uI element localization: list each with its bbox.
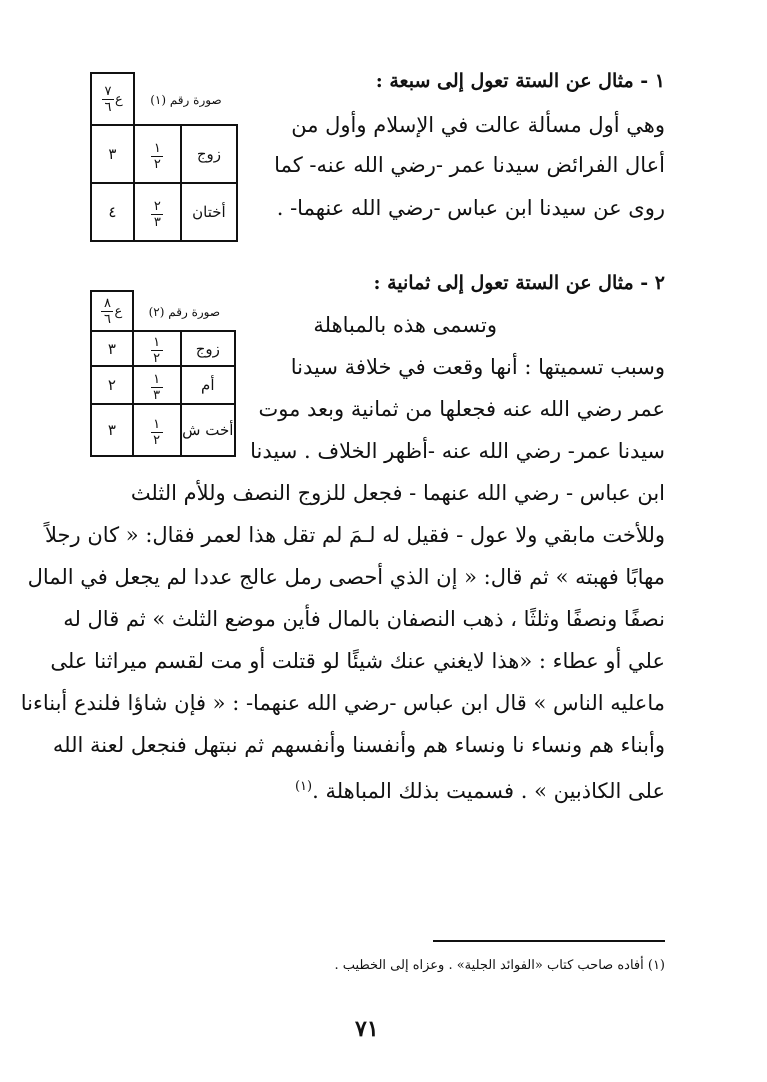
figure-2-frac-den: ٢: [153, 432, 161, 448]
figure-2-row: [91, 366, 235, 404]
figure-2-share: ٢: [91, 366, 133, 404]
figure-1-table: [90, 72, 238, 242]
section-1-line-3: روى عن سيدنا ابن عباس -رضي الله عنهما- .: [276, 196, 665, 220]
figure-2-ain: ع: [114, 303, 123, 319]
figure-2-label-cell: [133, 291, 235, 331]
figure-1-row: [91, 183, 237, 241]
figure-2-corner-num: ٨: [103, 295, 111, 311]
figure-2-table: [90, 290, 236, 457]
section-1-line-2: أعال الفرائض سيدنا عمر -رضي الله عنه- كما: [274, 153, 665, 177]
footnote-rule: [433, 940, 665, 942]
figure-2-fraction: [133, 404, 181, 456]
section-2-line-3: عمر رضي الله عنه فجعلها من ثمانية وبعد موت: [258, 397, 665, 421]
figure-2-corner-den: ٦: [103, 311, 111, 327]
figure-2-frac-den: ٢: [153, 351, 161, 366]
figure-2-heir: أخت ش: [181, 404, 235, 456]
body-line: ابن عباس - رضي الله عنهما - فجعل للزوج النصف وللأم الثلث: [130, 481, 665, 505]
figure-1-frac-num: ١: [153, 140, 161, 156]
footnote: (١) أفاده صاحب كتاب «الفوائد الجلية» . وعزاه إلى الخطيب .: [334, 958, 665, 973]
figure-1-label: صورة رقم (١): [150, 92, 222, 107]
section-1-heading: ١ - مثال عن الستة تعول إلى سبعة :: [375, 70, 665, 92]
body-line: نصفًا ونصفًا وثلثًا ، ذهب النصفان بالمال فأين موضع الثلث » ثم قال له: [63, 607, 665, 631]
figure-1-corner-num: ٧: [104, 83, 112, 99]
figure-1-share: ٤: [91, 183, 134, 241]
section-1-line-1: وهي أول مسألة عالت في الإسلام وأول من: [291, 113, 665, 137]
footnote-marker: (١): [294, 779, 313, 794]
figure-1-frac-den: ٢: [153, 156, 161, 172]
figure-1-share: ٣: [91, 125, 134, 183]
figure-2-heir: زوج: [181, 331, 235, 366]
figure-2-share: ٣: [91, 404, 133, 456]
body-last-line-text: على الكاذبين » . فسميت بذلك المباهلة .: [312, 779, 665, 803]
figure-1-label-cell: [134, 73, 237, 125]
figure-1-heir: أختان: [181, 183, 237, 241]
body-line: علي أو عطاء : «هذا لايغني عنك شيئًا لو قتلت أو مت لقسم ميراثنا على: [50, 649, 665, 673]
figure-2-label: صورة رقم (٢): [148, 304, 221, 319]
section-2-line-1: وتسمى هذه بالمباهلة: [313, 313, 497, 337]
figure-2-frac-num: ١: [153, 371, 161, 387]
body-line: ماعليه الناس » قال ابن عباس -رضي الله عنهما- : « فإن شاؤا فلندع أبناءنا: [20, 691, 665, 715]
figure-1-fraction: [134, 125, 181, 183]
figure-2-fraction: [133, 366, 181, 404]
figure-1-row: [91, 125, 237, 183]
section-2-line-2: وسبب تسميتها : أنها وقعت في خلافة سيدنا: [290, 355, 665, 379]
section-2-line-4: سيدنا عمر- رضي الله عنه -أظهر الخلاف . سيدنا: [250, 439, 665, 463]
figure-1-ain: ع: [115, 91, 123, 107]
body-last-line: [295, 772, 665, 806]
figure-2-corner: [91, 291, 133, 331]
figure-2-frac-den: ٣: [153, 387, 161, 403]
figure-1-corner-den: ٦: [104, 99, 112, 115]
figure-1-frac-num: ٢: [153, 198, 161, 214]
figure-2-heir: أم: [181, 366, 235, 404]
figure-2-row: [91, 404, 235, 456]
figure-2-row: [91, 331, 235, 366]
figure-2-frac-num: ١: [153, 416, 161, 432]
figure-1-fraction: [134, 183, 181, 241]
body-line: مهابًا فهبته » ثم قال: « إن الذي أحصى رمل عالج عددا لم يجعل في المال: [27, 565, 665, 589]
body-line: وللأخت مابقي ولا عول - فقيل له لـمَ لم تقل هذا لعمر فقال: « كان رجلاً: [44, 523, 665, 547]
figure-2-frac-num: ١: [153, 335, 161, 350]
figure-2-fraction: [133, 331, 181, 366]
page-number: ٧١: [355, 1016, 379, 1042]
figure-1-heir: زوج: [181, 125, 237, 183]
figure-1-frac-den: ٣: [153, 214, 161, 230]
figure-1-corner: [91, 73, 134, 125]
body-line: وأبناء هم ونساء نا ونساء هم وأنفسنا وأنفسهم ثم نبتهل فنجعل لعنة الله: [52, 733, 665, 757]
section-2-heading: ٢ - مثال عن الستة تعول إلى ثمانية :: [373, 272, 665, 294]
figure-2-share: ٣: [91, 331, 133, 366]
